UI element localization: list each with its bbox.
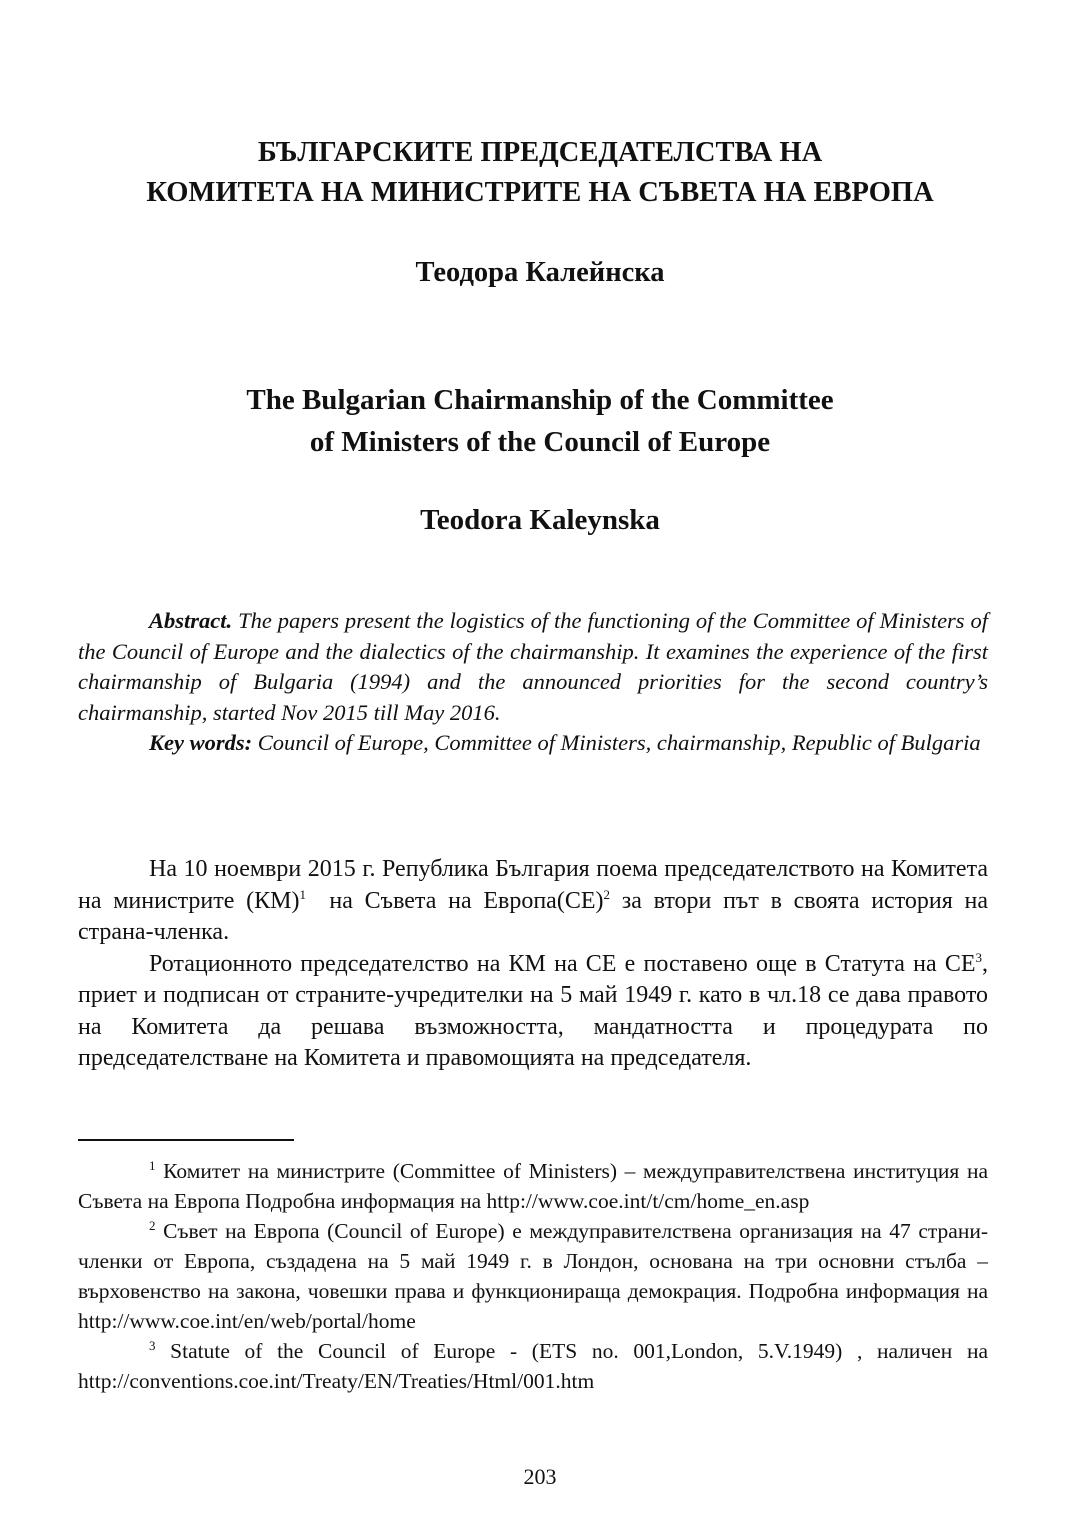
footnote-ref-2: 2 xyxy=(603,886,610,902)
abstract-paragraph xyxy=(78,606,988,728)
body-text-span: на Съвета на Европа(СЕ) xyxy=(305,887,604,914)
footnote-number: 3 xyxy=(149,1337,156,1353)
footnote-ref-3: 3 xyxy=(975,949,982,965)
footnote-3 xyxy=(78,1336,988,1396)
footnote-text: Statute of the Council of Europe - (ETS no. 001,London, 5.V.1949) , наличен на http://conventions.coe.int/Treaty/EN/Treaties/Html/001.htm xyxy=(78,1339,988,1393)
footnotes xyxy=(78,1156,988,1396)
title-bulgarian xyxy=(0,133,1080,213)
author-english: Teodora Kaleynska xyxy=(420,504,660,536)
title-english-line-2: of Ministers of the Council of Europe xyxy=(309,426,771,458)
body-text xyxy=(78,854,988,1075)
title-bulgarian-line-1: БЪЛГАРСКИТЕ ПРЕДСЕДАТЕЛСТВА НА xyxy=(257,137,823,168)
footnote-number: 2 xyxy=(149,1217,156,1233)
keywords-text: Council of Europe, Committee of Ministers, chairmanship, Republic of Bulgaria xyxy=(257,730,981,755)
body-text-span: , приет и подписан от страните-учредителки на 5 май 1949 г. като в чл.18 се дава правото на Комитета да решава възможността, мандатността и процедурата по председателстване на Комитета и правомощията на председателя. xyxy=(78,950,988,1071)
abstract-text: The papers present the logistics of the functioning of the Committee of Ministers of the Council of Europe and the dialectics of the chairmanship. It examines the experience of the first chairmanship of Bulgaria (1994) and the announced priorities for the second country’s chairmanship, started Nov 2015 till May 2016. xyxy=(78,608,988,725)
keywords-label: Key words: xyxy=(149,730,253,755)
footnote-separator xyxy=(78,1139,294,1141)
title-english-line-1: The Bulgarian Chairmanship of the Committee xyxy=(246,384,834,416)
body-paragraph-1 xyxy=(78,854,988,949)
abstract-label: Abstract. xyxy=(149,608,233,633)
keywords-paragraph xyxy=(78,728,988,759)
author-bulgarian: Теодора Калейнска xyxy=(415,257,665,288)
footnote-2 xyxy=(78,1216,988,1336)
footnote-number: 1 xyxy=(149,1157,156,1173)
footnote-1 xyxy=(78,1156,988,1216)
footnote-ref-1: 1 xyxy=(299,886,306,902)
body-text-span: На 10 ноември 2015 г. Република България поема председателството на Комитета на министрите (КМ) xyxy=(78,856,988,914)
title-english xyxy=(0,379,1080,463)
page-number: 203 xyxy=(523,1464,557,1489)
footnote-text: Съвет на Европа (Council of Europe) е междуправителствена организация на 47 страни-членки от Европа, създадена на 5 май 1949 г. в Лондон, основана на три основни стълба – върховенство на закона, човешки права и функционираща демокрация. Подробна информация на http://www.coe.int/en/web/portal/home xyxy=(78,1219,988,1333)
body-text-span: за втори път в своята история на страна-членка. xyxy=(78,887,989,945)
title-bulgarian-line-2: КОМИТЕТА НА МИНИСТРИТЕ НА СЪВЕТА НА ЕВРОПА xyxy=(146,177,934,208)
body-paragraph-2 xyxy=(78,949,988,1075)
body-text-span: Ротационното председателство на КМ на СЕ е поставено още в Статута на СЕ xyxy=(149,950,976,977)
abstract-block xyxy=(78,606,988,759)
footnote-text: Комитет на министрите (Committee of Ministers) – междуправителствена институция на Съвета на Европа Подробна информация на http://www.coe.int/t/cm/home_en.asp xyxy=(78,1159,988,1213)
